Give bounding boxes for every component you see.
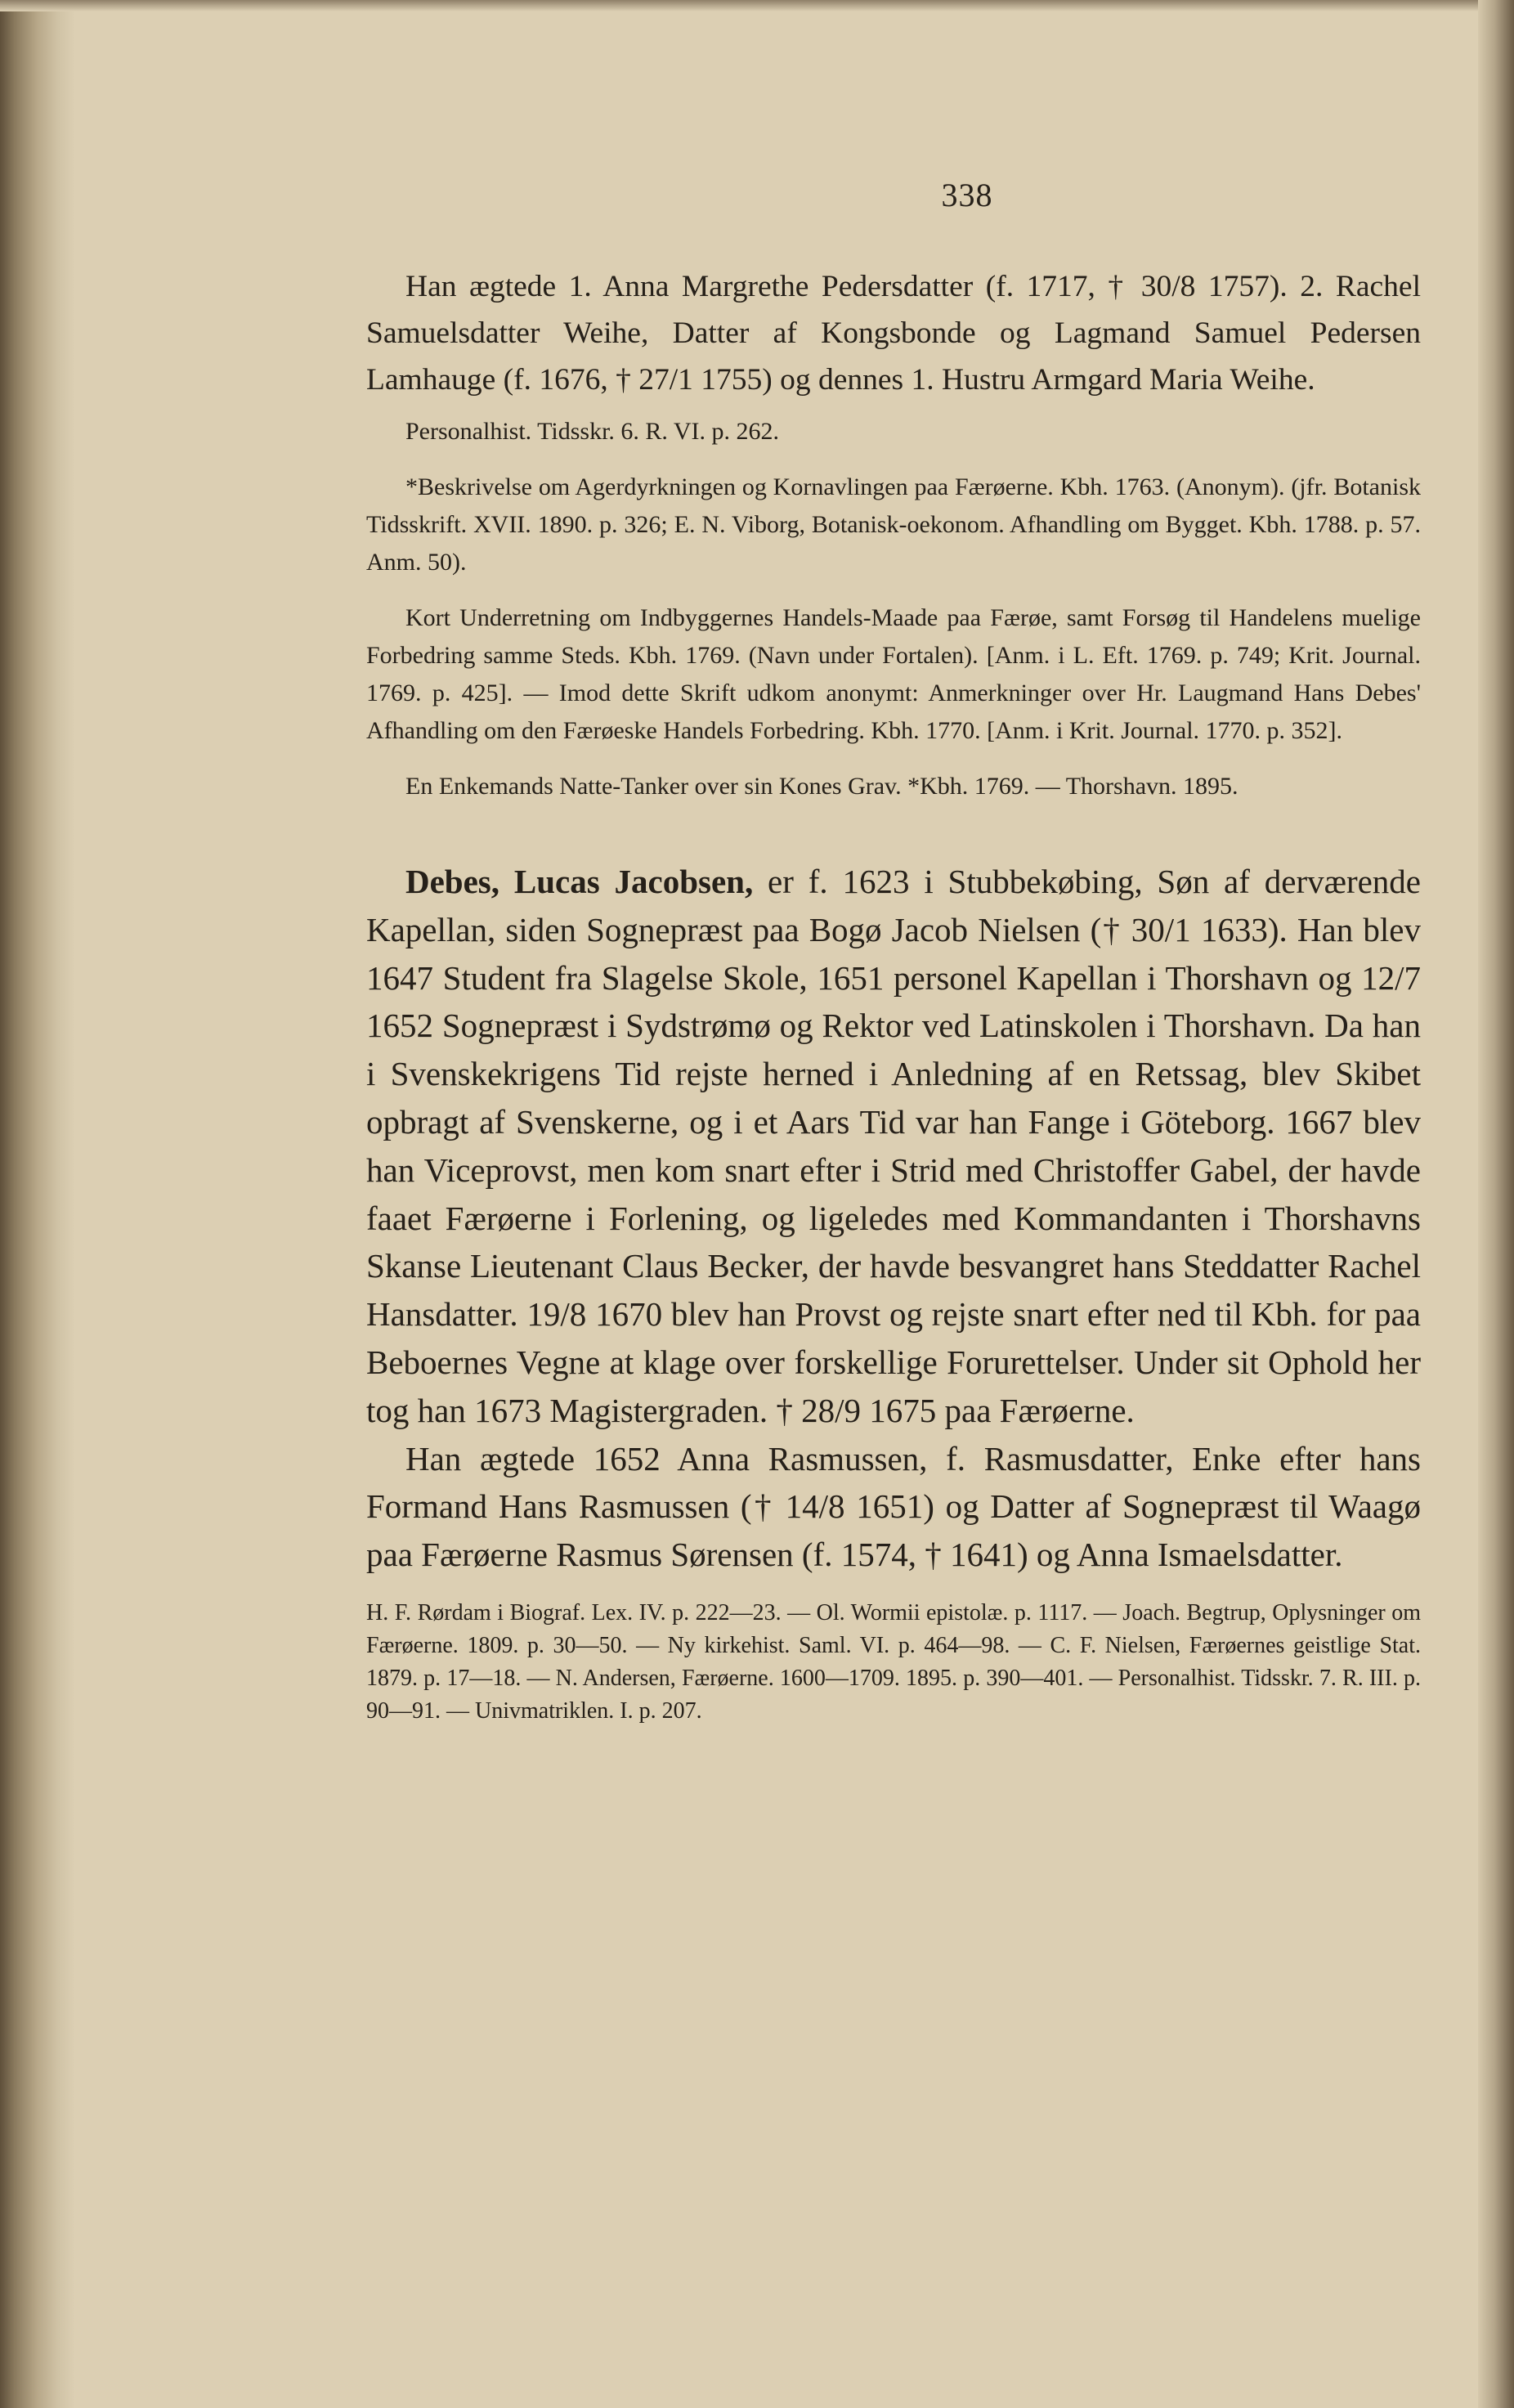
book-binding-shadow [0, 0, 75, 2408]
top-page-edge [0, 0, 1514, 11]
marriage-paragraph-1: Han ægtede 1. Anna Margrethe Pedersdatter (f. 1717, † 30/8 1757). 2. Rachel Samuelsdatter Weihe, Datter af Kongsbonde og Lagmand Samuel Pedersen Lamhauge (f. 1676, † 27/1 1755) og dennes 1. Hustru Armgard Maria Weihe. [366, 270, 1421, 397]
right-page-edge [1478, 0, 1514, 2408]
entry-headword: Debes, Lucas Jacobsen, [405, 863, 754, 900]
entry-debes-lucas [366, 858, 1421, 1435]
entry-marriage-paragraph: Han ægtede 1652 Anna Rasmussen, f. Rasmusdatter, Enke efter hans Formand Hans Rasmussen († 14/8 1651) og Datter af Sognepræst til Waagø paa Færøerne Rasmus Sørensen (f. 1574, † 1641) og Anna Ismaelsdatter. [366, 1439, 1421, 1574]
references-block [366, 1597, 1421, 1728]
work-beskrivelse: *Beskrivelse om Agerdyrkningen og Kornavlingen paa Færøerne. Kbh. 1763. (Anonym). (jfr. Botanisk Tidsskrift. XVII. 1890. p. 326; E. N. Viborg, Botanisk-oekonom. Afhandling om Bygget. Kbh. 1788. p. 57. Anm. 50). [366, 473, 1421, 576]
references-text: H. F. Rørdam i Biograf. Lex. IV. p. 222—23. — Ol. Wormii epistolæ. p. 1117. — Joach. Begtrup, Oplysninger om Færøerne. 1809. p. 30—50. — Ny kirkehist. Saml. VI. p. 464—98. — C. F. Nielsen, Færøernes geistlige Stat. 1879. p. 17—18. — N. Andersen, Færøerne. 1600—1709. 1895. p. 390—401. — Personalhist. Tidsskr. 7. R. III. p. 90—91. — Univmatriklen. I. p. 207. [366, 1599, 1421, 1724]
work-enkemands-natte-tanker: En Enkemands Natte-Tanker over sin Kones Grav. *Kbh. 1769. — Thorshavn. 1895. [405, 773, 1239, 800]
page-number: 338 [941, 177, 993, 213]
page-text-block [366, 176, 1421, 1728]
entry-body: er f. 1623 i Stubbekøbing, Søn af derværende Kapellan, siden Sognepræst paa Bogø Jacob Nielsen († 30/1 1633). Han blev 1647 Student fra Slagelse Skole, 1651 personel Kapellan i Thorshavn og 12/7 1652 Sognepræst i Sydstrømø og Rektor ved Latinskolen i Thorshavn. Da han i Svenskekrigens Tid rejste herned i Anledning af en Retssag, blev Skibet opbragt af Svenskerne, og i et Aars Tid var han Fange i Göteborg. 1667 blev han Viceprovst, men kom snart efter i Strid med Christoffer Gabel, der havde faaet Færøerne i Forlening, og ligeledes med Kommandanten i Thorshavns Skanse Lieutenant Claus Becker, der havde besvangret hans Steddatter Rachel Hansdatter. 19/8 1670 blev han Provst og rejste snart efter ned til Kbh. for paa Beboernes Vegne at klage over forskellige Forurettelser. Under sit Ophold her tog han 1673 Magistergraden. † 28/9 1675 paa Færøerne. [366, 863, 1421, 1429]
work-kort-underretning: Kort Underretning om Indbyggernes Handels-Maade paa Færøe, samt Forsøg til Handelens muelige Forbedring samme Steds. Kbh. 1769. (Navn under Fortalen). [Anm. i L. Eft. 1769. p. 749; Krit. Journal. 1769. p. 425]. — Imod dette Skrift udkom anonymt: Anmerkninger over Hr. Laugmand Hans Debes' Afhandling om den Færøeske Handels Forbedring. Kbh. 1770. [Anm. i Krit. Journal. 1770. p. 352]. [366, 604, 1421, 744]
reference-personalhist: Personalhist. Tidsskr. 6. R. VI. p. 262. [405, 418, 780, 445]
